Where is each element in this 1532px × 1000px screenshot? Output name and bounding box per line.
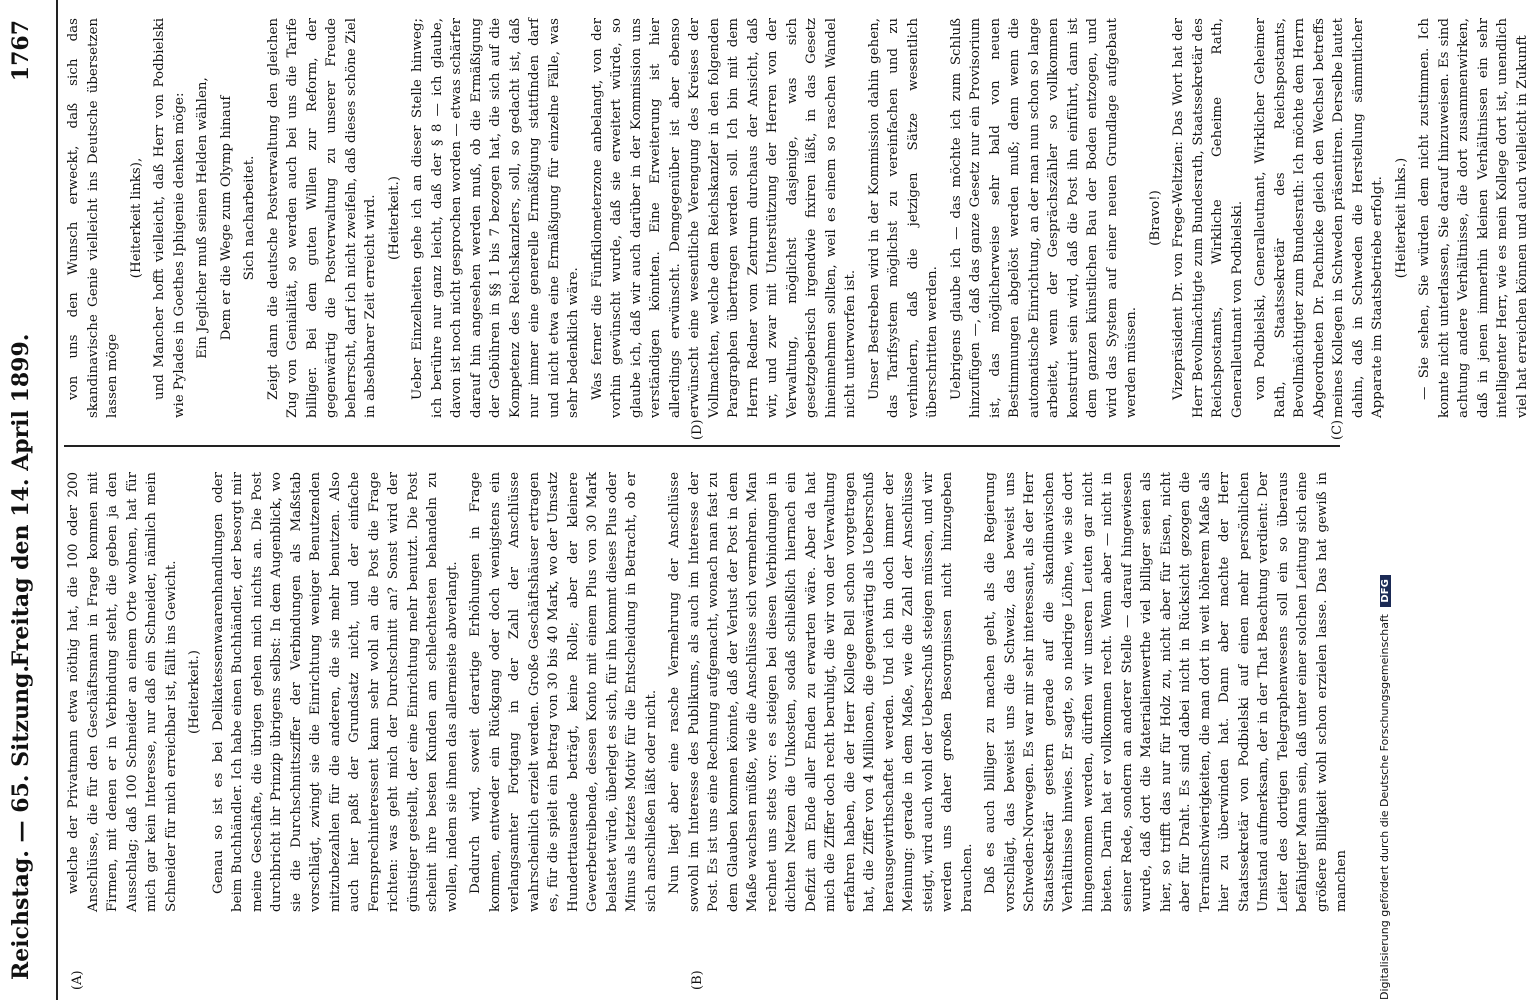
paragraph: Uebrigens glaube ich — das möchte ich zum Schluß hinzufügen —, daß das ganze Gesetz nur ein Provisorium ist, das möglicherweise sehr bald von neuen Bestimmungen abgelöst werden muß; denn wenn die automatische Einrichtung, an der man nun schon so lange arbeitet, wenn der Gesprächszähler so vollkommen konstruirt sein wird, daß die Post ihn einführt, dann ist dem ganzen künstlichen Bau der Boden entzogen, und wird das System auf einer neuen Grundlage aufgebaut werden müssen. xyxy=(948,18,1139,418)
page-header xyxy=(0,0,60,1000)
interjection: (Heiterkeit.) xyxy=(187,650,202,734)
page-number: 1767 xyxy=(8,20,34,82)
margin-marker-b: (B) xyxy=(690,970,705,990)
paragraph: von Podbielski, Generalleutnant, Wirklicher Geheimer Rath, Staatssekretär des Reichspostamts, Bevollmächtigter zum Bundesrath: Ich möchte dem Herrn Abgeordneten Dr. Pachnicke gleich den Wechsel betreffs meines Kollegen in Schweden präsentiren. Derselbe lautet dahin, daß in Schweden die Herstellung sämmtlicher Apparate im Staatsbetriebe erfolgt. xyxy=(1253,18,1385,418)
paragraph: und Mancher hofft vielleicht, daß Herr von Podbielski wie Pylades in Goethes Iphigenie denken möge: xyxy=(152,18,187,418)
paragraph: von uns den Wunsch erweckt, daß sich das skandinavische Genie vielleicht ins Deutsche übersetzen lassen möge xyxy=(66,18,120,418)
paragraph: Nun liegt aber eine rasche Vermehrung der Anschlüsse sowohl im Interesse des Publikums, als auch im Interesse der Post. Es ist uns eine Rechnung aufgemacht, wonach man fast zu dem Glauben kommen könnte, daß der Verlust der Post in dem Maße wachsen müßte, wie die Anschlüsse sich vermehren. Man rechnet uns stets vor: es steigen bei diesen Verbindungen in dichten Netzen die Unkosten, sodaß schließlich hiernach ein Defizit am Ende aller Enden zu erwarten wäre. Aber da hat mich die Ziffer doch recht beruhigt, die wir von der Verwaltung erfahren haben, die der Herr Kollege Bell schon vorgetragen hat, die Ziffer von 4 Millionen, die gegenwärtig als Ueberschuß herausgewirthschaftet werden. Und ich bin doch immer der Meinung: gerade in dem Maße, wie die Zahl der Anschlüsse steigt, wird auch wohl der Ueberschuß steigen müssen, und wir werden uns daher großen Besorgnissen nicht hinzugeben brauchen. xyxy=(667,472,975,912)
paragraph: Vizepräsident Dr. von Frege-Weltzien: Das Wort hat der Herr Bevollmächtigte zum Bundesrath, Staatssekretär des Reichspostamts, Wirkliche Geheime Rath, Generalleutnant von Podbielski. xyxy=(1171,18,1245,418)
interjection: (Heiterkeit links.) xyxy=(1393,157,1409,279)
margin-marker-d: (D) xyxy=(690,419,705,440)
interjection: (Heiterkeit.) xyxy=(386,176,402,260)
paragraph: Dadurch wird, soweit derartige Erhöhungen in Frage kommen, entweder ein Rückgang oder doch wenigstens ein verlangsamter Fortgang in der Zahl der Anschlüsse wahrscheinlich erzielt werden. Große Geschäftshäuser ertragen es, für die spielt ein Betrag von 30 bis 40 Mark, wo der Umsatz Hunderttausende beträgt, keine Rolle; aber der kleinere Gewerbetreibende, dessen Konto mit einem Plus von 30 Mark belastet würde, überlegt es sich, für ihn kommt dieses Plus oder Minus als letztes Motiv für die Entscheidung in Betracht, ob er sich anschließen läßt oder nicht. xyxy=(468,472,659,912)
paragraph: Daß es auch billiger zu machen geht, als die Regierung vorschlägt, das beweist uns die Schweiz, das beweist uns Schweden-Norwegen. Es war mir sehr interessant, als der Herr Staatssekretär gestern gerade auf die skandinavischen Verhältnisse hinwies. Er sagte, so niedrige Löhne, wie sie dort hingenommen werden, dürften wir unseren Leuten gar nicht bieten. Darin hat er vollkommen recht. Wenn aber — nicht in seiner Rede, sondern an anderer Stelle — darauf hingewiesen wurde, daß dort die Materialienwerthe viel billiger seien als hier, so trifft das nur für Holz zu, nicht aber für Eisen, nicht aber für Draht. Es sind dabei nicht in Rücksicht gezogen die Terrainschwierigkeiten, die man dort in weit höherem Maße als hier zu überwinden hat. Dann aber machte der Herr Staatssekretär von Podbielski auf einen mehr persönlichen Umstand aufmerksam, der in der That Beachtung verdient: Der Leiter des dortigen Telegraphenwesens soll ein so überaus befähigter Mann sein, daß unter einer solchen Leitung sich eine größere Billigkeit wohl schon erzielen lasse. Das hat gewiß in manchen xyxy=(983,472,1349,912)
paragraph: — Sie sehen, Sie würden dem nicht zustimmen. Ich konnte nicht unterlassen, Sie darauf hinzuweisen. Es sind achtung andere Verhältnisse, die dort zusammenwirken, daß in jenen immerhin kleinen Verhältnissen ein sehr intelligenter Herr, wie es mein Kollege dort ist, unendlich viel hat erreichen können und auch vielleicht in Zukunft xyxy=(1417,18,1530,418)
header-session: Reichstag. — 65. Sitzung. xyxy=(8,664,34,980)
verse-line: Ein Jeglicher muß seinen Helden wählen, xyxy=(195,77,210,359)
left-column xyxy=(64,472,1349,912)
paragraph: Ueber Einzelheiten gehe ich an dieser Stelle hinweg; ich berühre nur ganz leicht, daß der § 8 — ich glaube, davon ist noch nicht gesprochen worden — etwas schärfer darauf hin angesehen werden muß, ob die Ermäßigung der Gebühren in §§ 1 bis 7 bezogen hat, die sich auf die Kompetenz des Reichskanzlers, soll, so gedacht ist, daß nur immer eine generelle Ermäßigung stattfinden darf und nicht etwa eine Ermäßigung für einzelne Fälle, was sehr bedenklich wäre. xyxy=(410,18,581,418)
paragraph: Genau so ist es bei Delikatessenwaarenhandlungen oder beim Buchhändler. Ich habe einen Buchhändler, der besorgt mir meine Geschäfte, die übrigen gehen mich nichts an. Die Post durchbricht ihr Prinzip übrigens selbst: In dem Augenblick, wo sie die Durchschnittsziffer der Verbindungen als Maßstab vorschlägt, zwingt sie die Einrichtung weniger Benutzenden mitzubezahlen für die anderen, die sie mehr benutzen. Also auch hier paßt der Grundsatz nicht, und der einfache Fernsprechinteressent kann sehr wohl an die Post die Frage richten: was geht mich der Durchschnitt an? Sonst wird der günstiger gestellt, der eine Einrichtung mehr benutzt. Die Post scheint ihre besten Kunden am schlechtesten behandeln zu wollen, indem sie ihnen das allermeiste abverlangt. xyxy=(210,472,460,912)
credit-text: Digitalisierung gefördert durch die Deutsche Forschungsgemeinschaft xyxy=(1378,614,1391,1000)
paragraph: Was ferner die Fünfkilometerzone anbelangt, von der vorhin gewünscht wurde, daß sie erweitert würde, so glaube ich, daß wir auch darüber in der Kommission uns verständigen könnten. Eine Erweiterung ist hier allerdings erwünscht. Demgegenüber ist aber ebenso erwünscht eine wesentliche Verengung des Kreises der Vollmachten, welche dem Reichskanzler in den folgenden Paragraphen übertragen werden soll. Ich bin mit dem Herrn Redner vom Zentrum durchaus der Ansicht, daß wir, und zwar mit Unterstützung der Herren von der Verwaltung, möglichst dasjenige, was sich gesetzgeberisch irgendwie fixiren läßt, in das Gesetz hineinnehmen sollten, weil es einem so raschen Wandel nicht unterworfen ist. xyxy=(589,18,858,418)
verse-line: Sich nacharbeitet. xyxy=(242,155,257,281)
header-rule xyxy=(56,0,58,1000)
right-column xyxy=(64,18,1530,418)
paragraph: Unser Bestreben wird in der Kommission dahin gehen, das Tarifsystem möglichst zu vereinfachen und zu verhindern, daß die jetzigen Sätze wesentlich überschritten werden. xyxy=(866,18,940,418)
header-date: Freitag den 14. April 1899. xyxy=(8,333,34,667)
interjection: (Heiterkeit links), xyxy=(128,157,144,279)
column-divider xyxy=(64,445,1340,447)
verse-line: Dem er die Wege zum Olymp hinauf xyxy=(218,95,234,341)
margin-marker-a: (A) xyxy=(70,970,85,990)
digitization-credit xyxy=(1378,0,1391,1000)
margin-marker-c: (C) xyxy=(1330,419,1345,440)
paragraph: welche der Privatmann etwa nöthig hat, die 100 oder 200 Anschlüsse, die für den Geschäftsmann in Frage kommen mit Firmen, mit denen er in Verbindung steht, die geben ja den Ausschlag; daß 100 Schneider an einem Orte wohnen, hat für mich gar kein Interesse, nur daß ein Schneider, nämlich mein Schneider für mich erreichbar ist, fällt ins Gewicht. xyxy=(66,472,179,912)
dfg-logo: DFG xyxy=(1380,575,1391,606)
paragraph: Zeigt dann die deutsche Postverwaltung den gleichen Zug von Genialität, so werden auch bei uns die Tarife billiger. Bei dem guten Willen zur Reform, der gegenwärtig die Postverwaltung zu unserer Freude beherrscht, darf ich nicht zweifeln, daß dieses schöne Ziel in absehbarer Zeit erreicht wird. xyxy=(265,18,378,418)
interjection: (Bravo!) xyxy=(1147,190,1163,246)
